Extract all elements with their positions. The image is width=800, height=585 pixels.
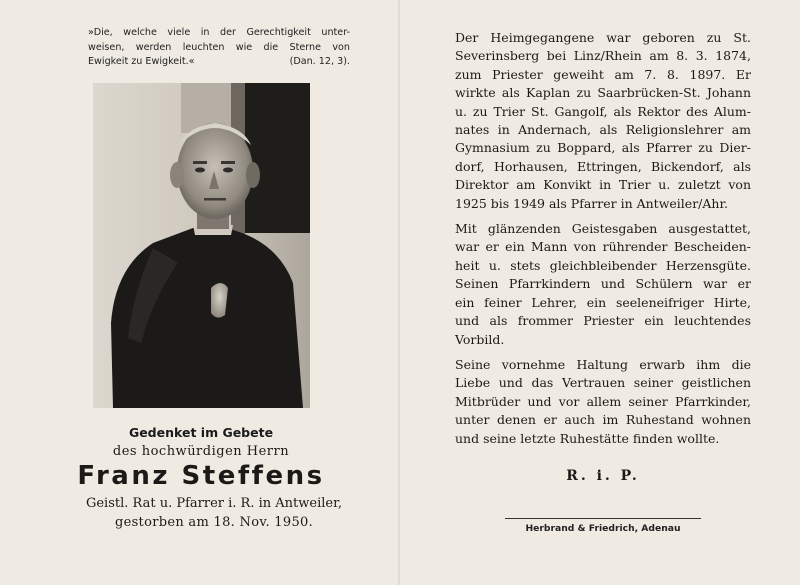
quote-line: [88, 55, 350, 70]
death-date: gestorben am 18. Nov. 1950.: [114, 515, 314, 530]
biography-paragraph-1: [455, 29, 751, 213]
divider-rule: [505, 518, 701, 519]
deceased-title: Geistl. Rat u. Pfarrer i. R. in Antweiler,: [85, 496, 343, 511]
bio-line: heit u. stets gleichbleibender Herzensgüte.: [455, 257, 751, 273]
quote-line-text: Ewigkeit zu Ewigkeit.«: [88, 56, 195, 67]
bio-line: Liebe und das Vertrauen seiner geistlichen: [455, 375, 751, 391]
bio-line: wirkte als Kaplan zu Saarbrücken-St. Johann: [455, 85, 751, 101]
bible-quote: [88, 26, 350, 70]
bio-line: Mit glänzenden Geistesgaben ausgestattet,: [455, 221, 751, 237]
memorial-intro: des hochwürdigen Herrn: [112, 444, 290, 459]
quote-line: weisen, werden leuchten wie die Sterne von: [88, 41, 350, 53]
bio-line: dorf, Horhausen, Ettringen, Bickendorf, als: [455, 158, 751, 174]
bio-line: Seinen Pfarrkindern und Schülern war er: [455, 276, 751, 292]
bio-line: Der Heimgegangene war geboren zu St.: [455, 30, 751, 45]
bio-line: Mitbrüder und vor allem seiner Pfarrkinder,: [455, 393, 751, 409]
bio-line: und als frommer Priester ein leuchtendes: [455, 313, 751, 329]
fold-line: [398, 0, 400, 585]
bio-line: und seine letzte Ruhestätte finden wollte.: [455, 430, 720, 446]
bio-line: Direktor am Konvikt in Trier u. zuletzt von: [455, 177, 751, 193]
bio-line: war er ein Mann von rührender Bescheiden-: [455, 239, 751, 255]
bio-line: Vorbild.: [455, 331, 505, 347]
quote-line: »Die, welche viele in der Gerechtigkeit unter-: [88, 27, 350, 38]
biography: [455, 29, 751, 455]
bio-line: nates in Andernach, als Religionslehrer am: [455, 122, 751, 138]
bio-line: unter denen er auch im Ruhestand wohnen: [455, 412, 751, 428]
portrait-image: [93, 83, 310, 408]
printer-credit: Herbrand & Friedrich, Adenau: [525, 523, 681, 534]
deceased-name: Franz Steffens: [77, 461, 325, 491]
bio-line: Severinsberg bei Linz/Rhein am 8. 3. 1874,: [455, 48, 751, 64]
bio-line: Gymnasium zu Boppard, als Pfarrer zu Dier-: [455, 140, 751, 156]
bio-line: u. zu Trier St. Gangolf, als Rektor des Alum-: [455, 103, 751, 119]
bio-line: zum Priester geweiht am 7. 8. 1897. Er: [455, 66, 751, 82]
bio-line: ein feiner Lehrer, ein seeleneifriger Hirte,: [455, 294, 751, 310]
biography-paragraph-3: [455, 356, 751, 448]
biography-paragraph-2: [455, 220, 751, 349]
portrait-photo: [93, 83, 310, 408]
rip-closing: R. i. P.: [566, 468, 640, 484]
quote-reference: (Dan. 12, 3).: [289, 56, 350, 67]
bio-line: Seine vornehme Haltung erwarb ihm die: [455, 356, 751, 372]
bio-line: 1925 bis 1949 als Pfarrer in Antweiler/Ahr.: [455, 195, 729, 211]
memorial-heading: Gedenket im Gebete: [128, 425, 274, 440]
